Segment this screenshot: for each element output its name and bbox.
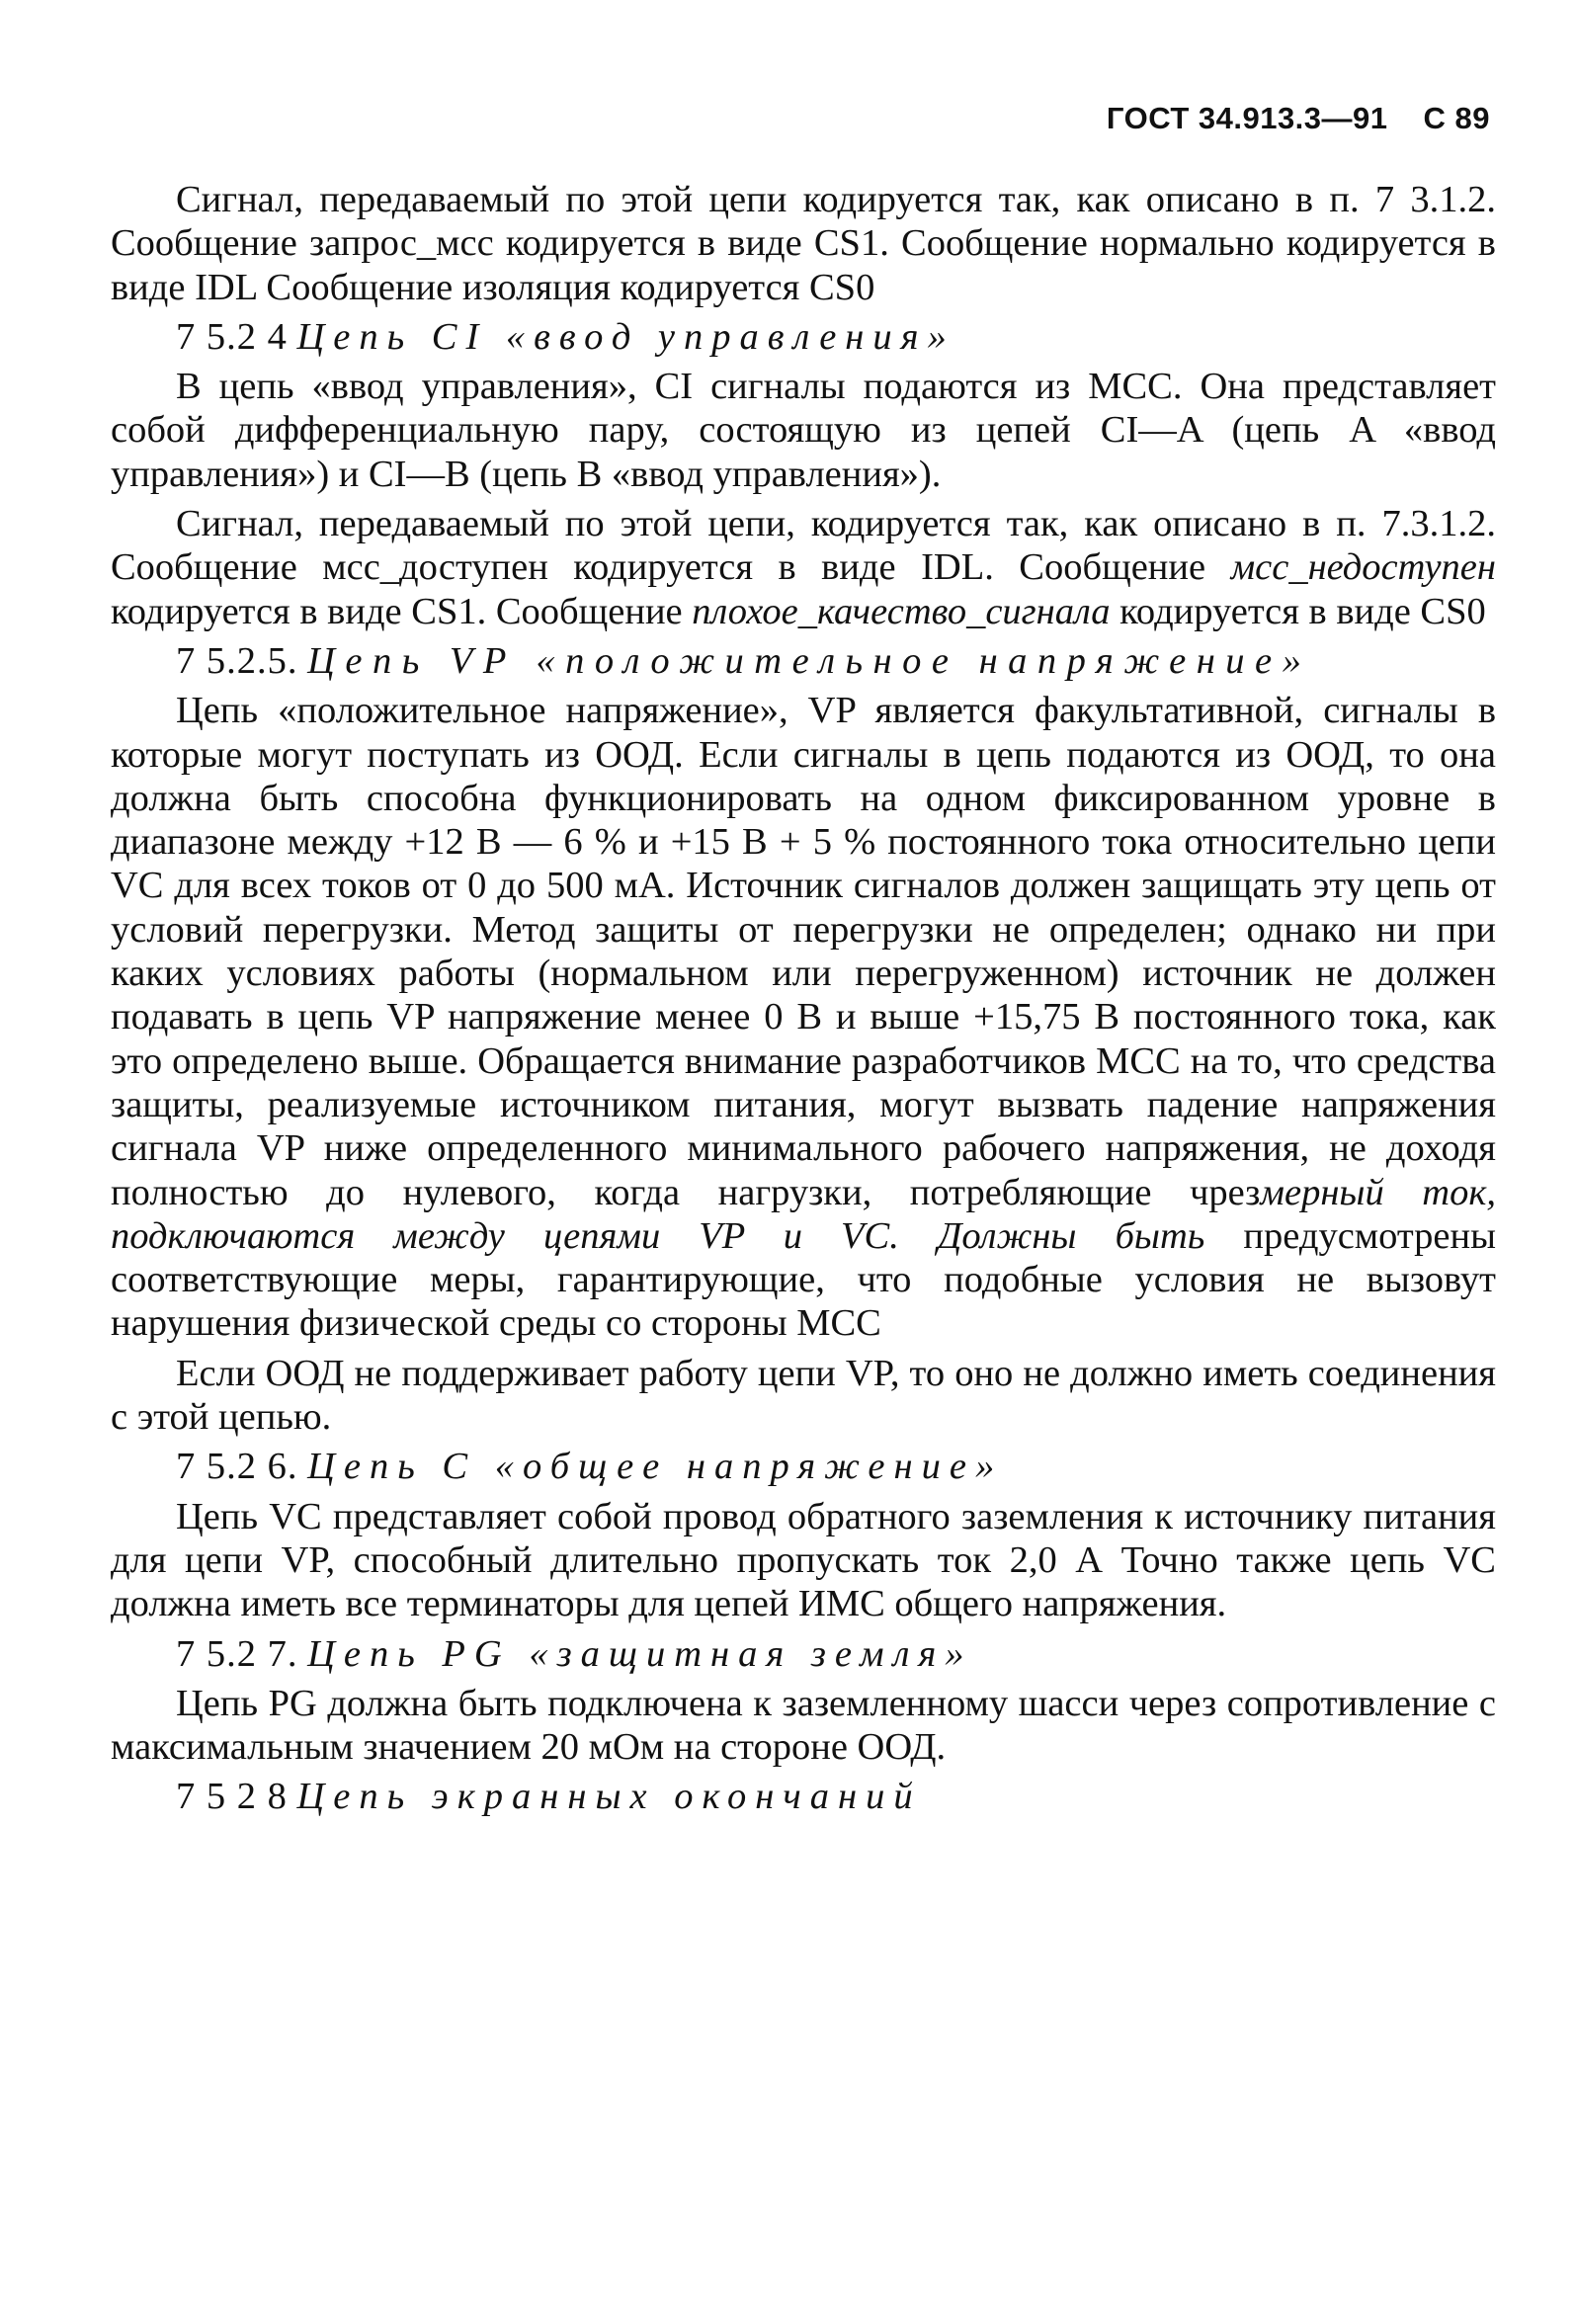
- section-title: Цепь VP «положительное напряжение»: [307, 639, 1312, 682]
- section-heading-7524: [111, 315, 1496, 359]
- paragraph-control-input-coding: [111, 502, 1496, 633]
- section-heading-7527: [111, 1632, 1496, 1676]
- section-number: 7 5.2.5.: [176, 639, 298, 682]
- paragraph-positive-voltage: [111, 689, 1496, 1345]
- section-title: Цепь PG «защитная земля»: [307, 1632, 973, 1675]
- text-run: предусмотрены соответствующие меры, гарантирующие, что подобные условия не вызовут нарушения физической среды со стороны МСС: [111, 1214, 1496, 1345]
- section-heading-7528: [111, 1775, 1496, 1818]
- paragraph-signal-coding: Сигнал, передаваемый по этой цепи кодируется так, как описано в п. 7 3.1.2. Сообщение запрос_мсс кодируется в виде CS1. Сообщение нормально кодируется в виде IDL Сообщение изоляция кодируется CS0: [111, 179, 1496, 308]
- italic-text: мерный ток, подключаются между цепями VP и VC. Должны быть: [111, 1171, 1496, 1257]
- italic-term: мсс_недоступен: [1230, 546, 1496, 589]
- section-heading-7526: [111, 1445, 1496, 1488]
- text-run: Цепь «положительное напряжение», VP является факультативной, сигналы в которые могут поступать из ООД. Если сигналы в цепь подаются из ООД, то она должна быть способна функционировать на одном фиксированном уровне в диапазоне между +12 В — 6 % и +15 В + 5 % постоянного тока относительно цепи VC для всех токов от 0 до 500 мА. Источник сигналов должен защищать эту цепь от условий перегрузки. Метод защиты от перегрузки не определен; однако ни при каких условиях работы (нормальном или перегруженном) источник не должен подавать в цепь VP напряжение менее 0 В и выше +15,75 В постоянного тока, как это определено выше. Обращается внимание разработчиков МСС на то, что средства защиты, реализуемые источником питания, могут вызвать падение напряжения сигнала VP ниже определенного минимального рабочего напряжения, не доходя полностью до нулевого, когда нагрузки, потребляющие чрез: [111, 690, 1496, 1213]
- section-title: Цепь экранных окончаний: [296, 1776, 922, 1818]
- text-run: кодируется в виде CS0: [1110, 590, 1486, 632]
- section-heading-7525: [111, 639, 1496, 683]
- italic-term: плохое_качество_сигнала: [692, 590, 1111, 632]
- section-number: 7 5.2 6.: [176, 1446, 298, 1488]
- page-header: [111, 99, 1496, 138]
- section-number: 7 5 2 8: [176, 1776, 288, 1818]
- paragraph-common-voltage: Цепь VC представляет собой провод обратного заземления к источнику питания для цепи VP, способный длительно пропускать ток 2,0 А Точно также цепь VC должна иметь все терминаторы для цепей ИМС общего напряжения.: [111, 1495, 1496, 1625]
- text-run: кодируется в виде CS1. Сообщение: [111, 590, 693, 632]
- section-number: 7 5.2 7.: [176, 1632, 298, 1675]
- paragraph-protective-ground: Цепь PG должна быть подключена к заземленному шасси через сопротивление с максимальным значением 20 мОм на стороне ООД.: [111, 1682, 1496, 1769]
- text-run: Сигнал, передаваемый по этой цепи, кодируется так, как описано в п. 7.3.1.2. Сообщение мсс_доступен кодируется в виде IDL. Сообщение: [111, 503, 1496, 589]
- paragraph-control-input: В цепь «ввод управления», CI сигналы подаются из МСС. Она представляет собой дифференциальную пару, состоящую из цепей CI—A (цепь A «ввод управления») и CI—B (цепь B «ввод управления»).: [111, 366, 1496, 495]
- section-number: 7 5.2 4: [176, 315, 288, 358]
- section-title: Цепь CI «ввод управления»: [296, 315, 955, 358]
- standard-number: ГОСТ 34.913.3—91: [1106, 101, 1388, 135]
- section-title: Цепь C «общее напряжение»: [307, 1446, 1004, 1488]
- page-number: С 89: [1423, 101, 1490, 135]
- paragraph-vp-not-supported: Если ООД не поддерживает работу цепи VP, то оно не должно иметь соединения с этой цепью.: [111, 1352, 1496, 1439]
